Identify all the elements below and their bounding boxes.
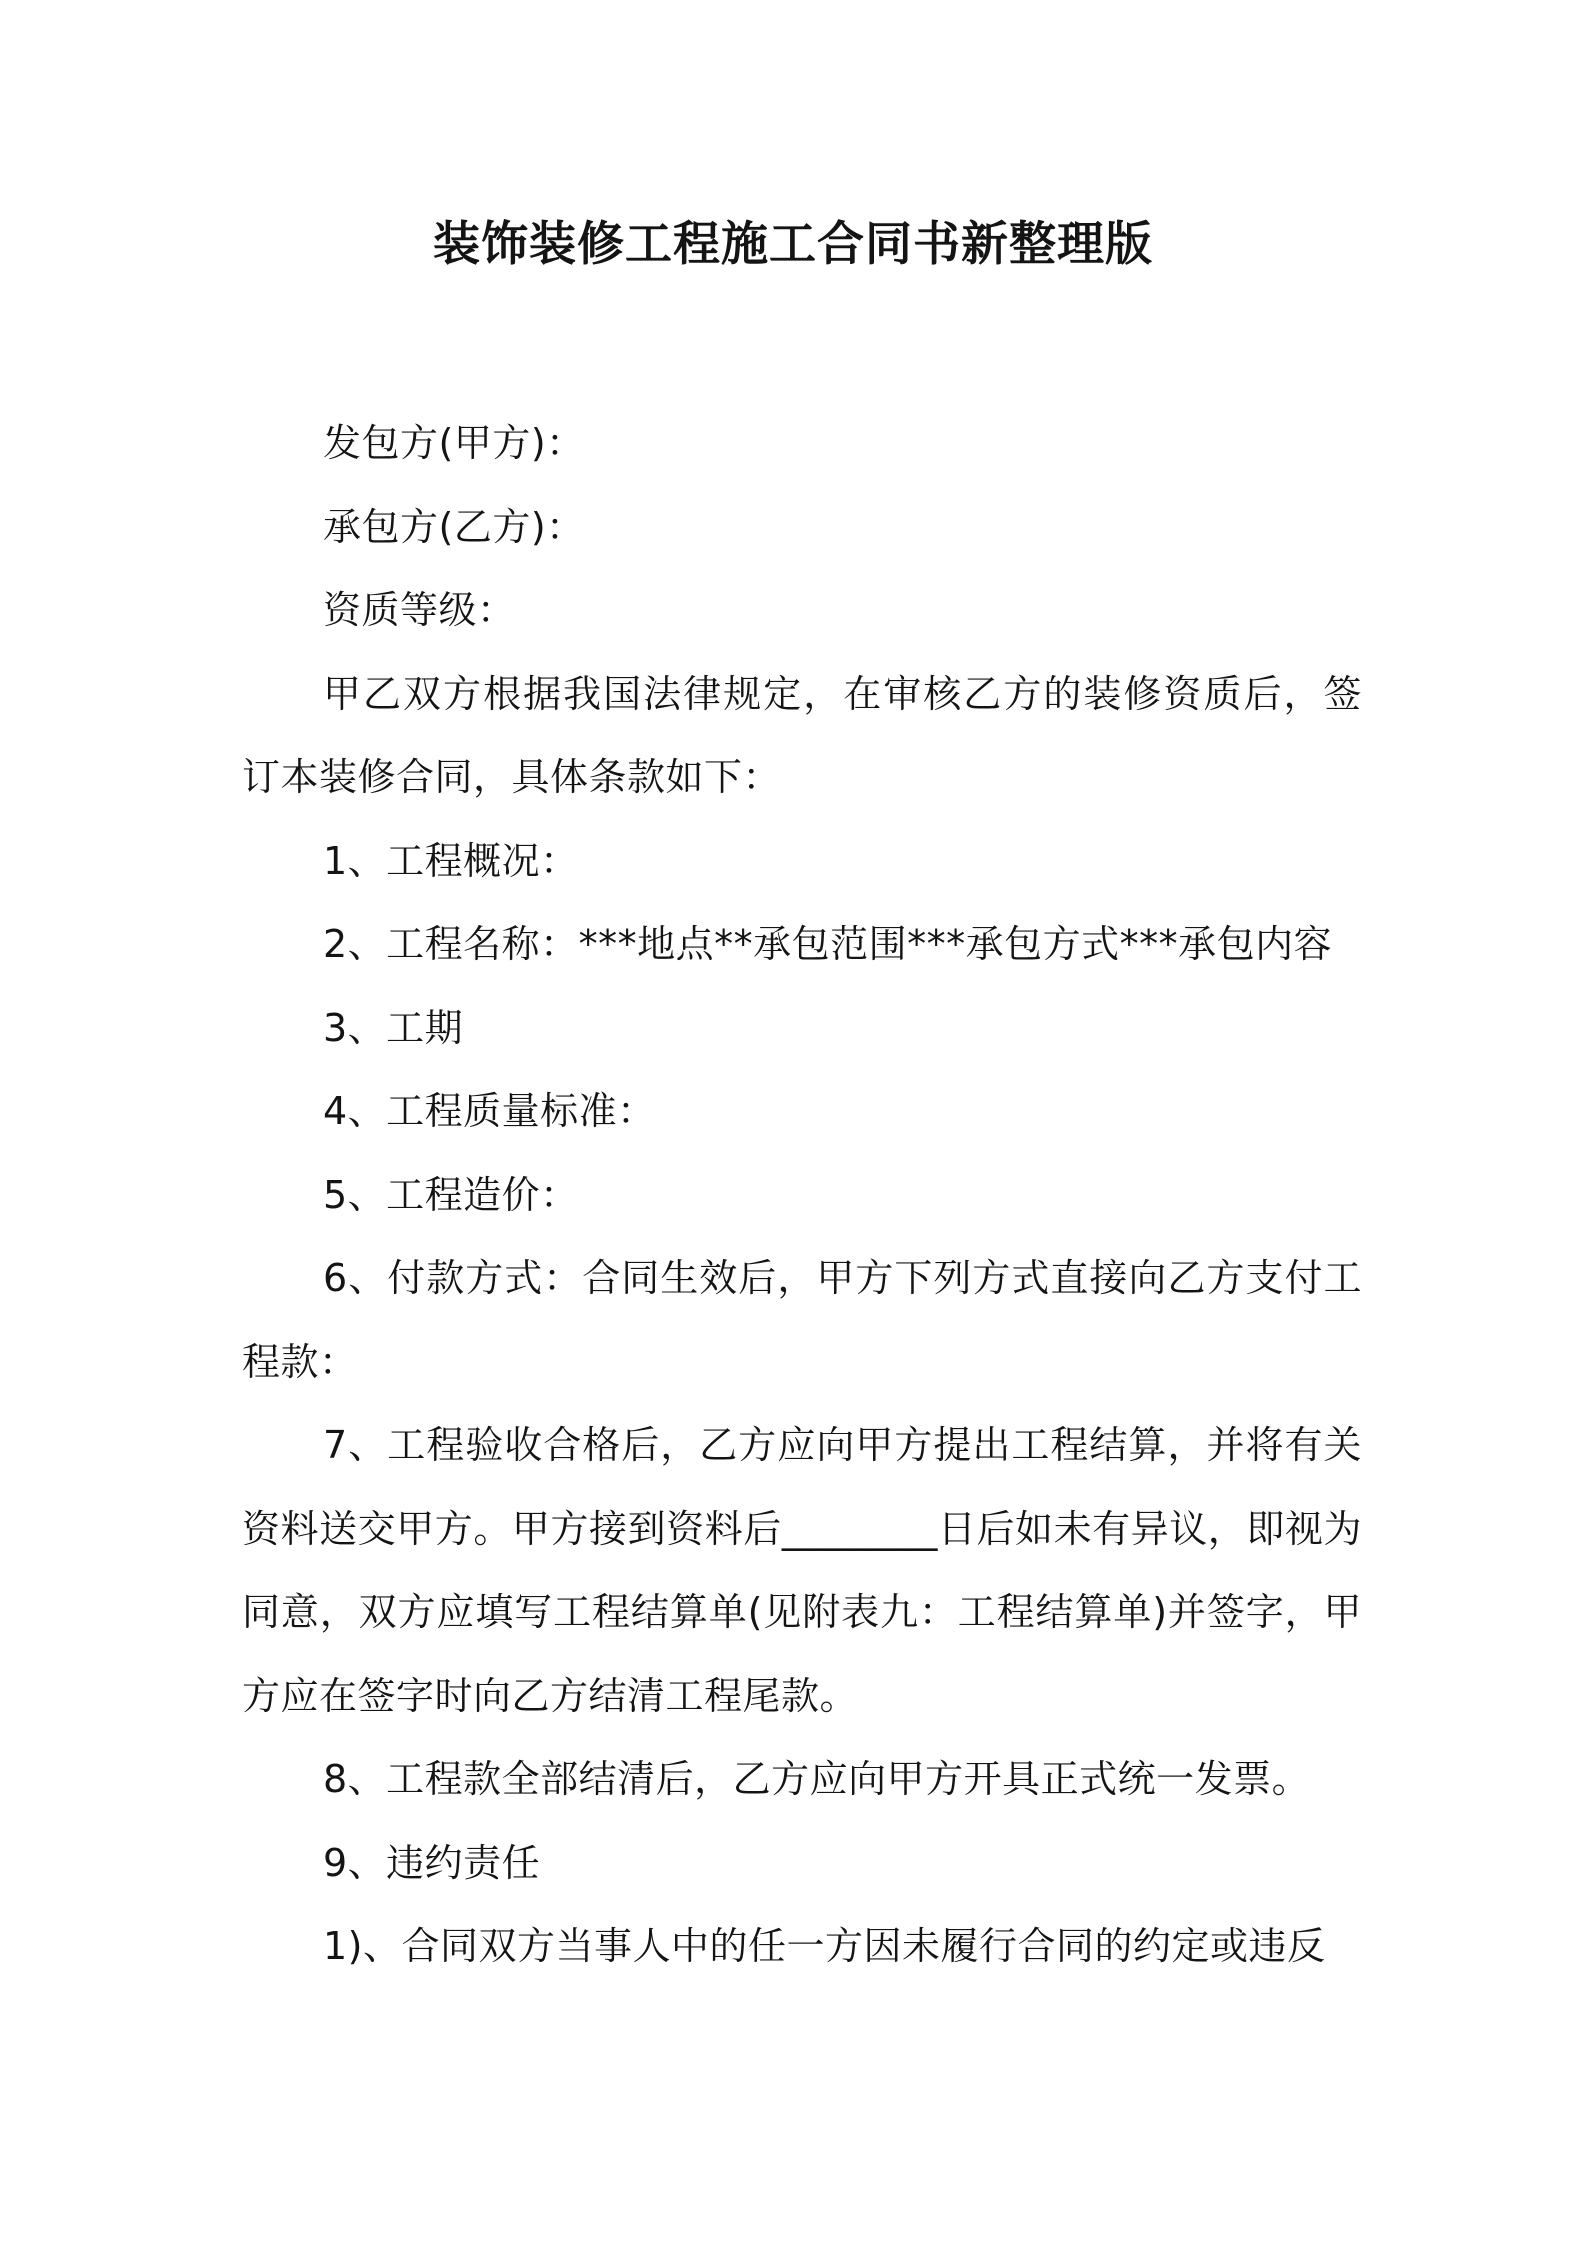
document-body [242,402,1362,1989]
document-title: 装饰装修工程施工合同书新整理版 [433,217,1153,272]
paragraph-party-b: 承包方(乙方)： [323,504,585,549]
paragraph-clause-4: 4、工程质量标准： [323,1089,656,1133]
paragraph-clause-6: 6、付款方式：合同生效后，甲方下列方式直接向乙方支付工程款： [242,1256,1362,1384]
paragraph-clause-5: 5、工程造价： [323,1172,579,1217]
paragraph-clause-1: 1、工程概况： [323,838,579,883]
paragraph-clause-9: 9、违约责任 [323,1840,541,1885]
paragraph-preamble: 甲乙双方根据我国法律规定，在审核乙方的装修资质后，签订本装修合同，具体条款如下： [242,671,1362,799]
paragraph-clause-2: 2、工程名称：***地点**承包范围***承包方式***承包内容 [323,922,1333,966]
paragraph-clause-8: 8、工程款全部结清后，乙方应向甲方开具正式统一发票。 [323,1757,1311,1801]
paragraph-subclause-1: 1)、合同双方当事人中的任一方因未履行合同的约定或违反 [323,1924,1326,1968]
paragraph-party-a: 发包方(甲方)： [323,421,585,465]
paragraph-clause-7: 7、工程验收合格后，乙方应向甲方提出工程结算，并将有关资料送交甲方。甲方接到资料后________日后如未有异议，即视为同意，双方应填写工程结算单(见附表九：工程结算单)并签字，甲方应在签字时向乙方结清工程尾款。 [242,1423,1362,1718]
paragraph-clause-3: 3、工期 [323,1005,464,1050]
paragraph-qualification: 资质等级： [323,588,516,632]
